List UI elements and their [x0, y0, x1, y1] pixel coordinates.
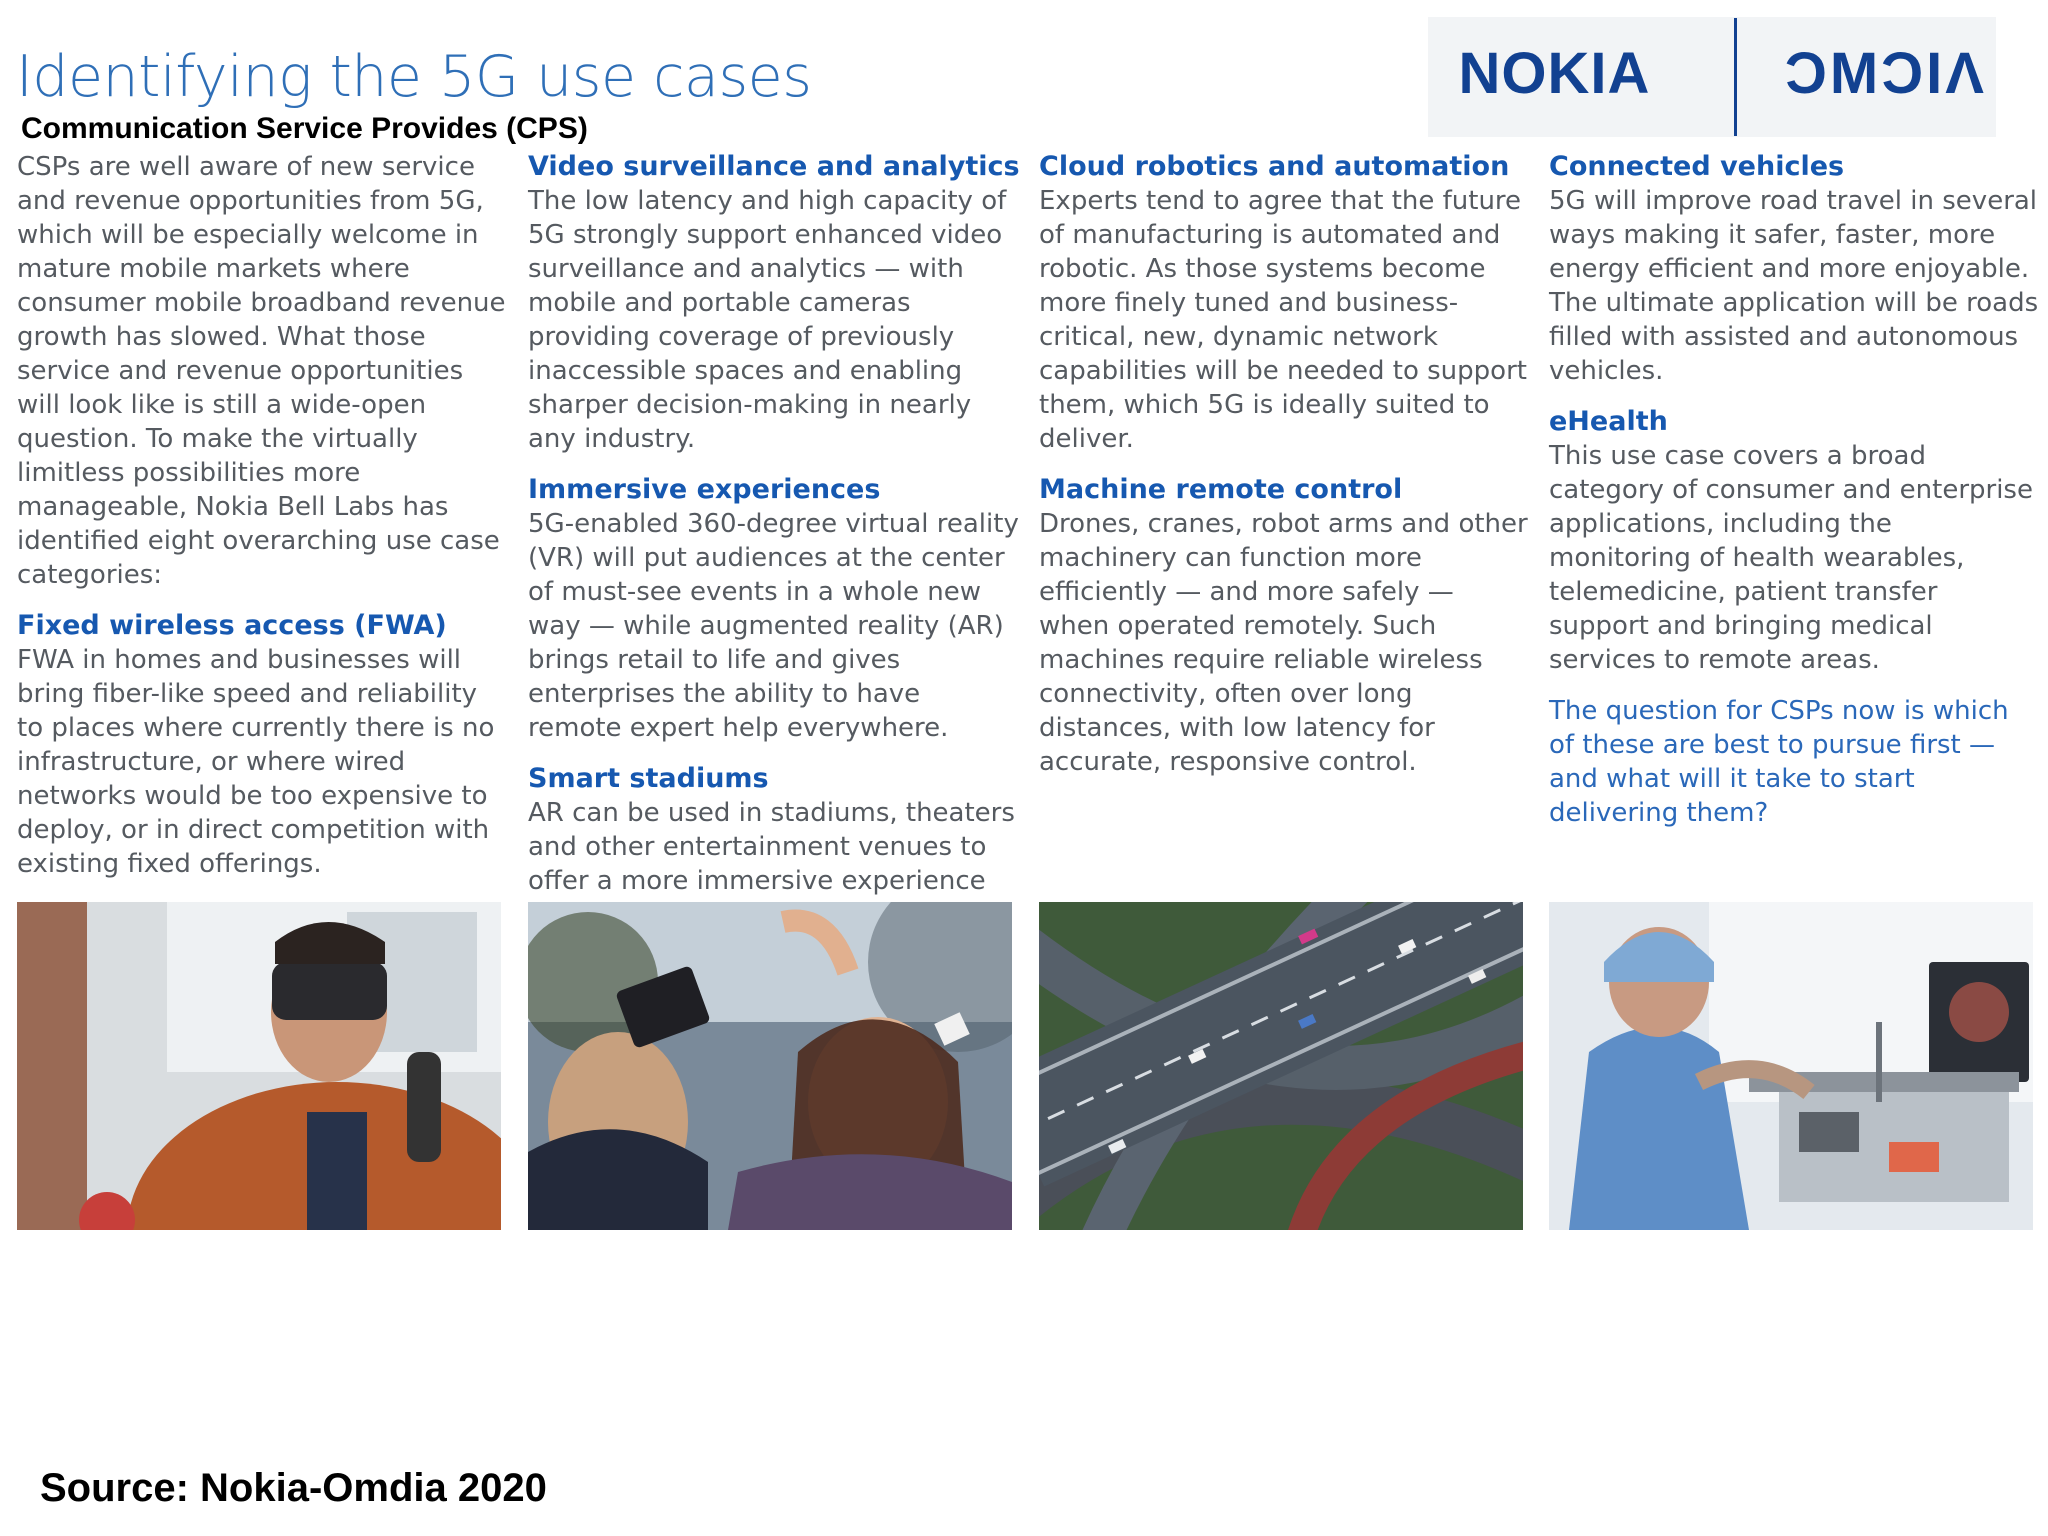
column-2: [528, 150, 1020, 966]
section-body-video-surveillance: The low latency and high capacity of 5G strongly support enhanced video surveillance and analytics — with mobile and portable cameras providing coverage of previously inaccessible spaces and enabling sharper decision-making in nearly any industry.: [528, 186, 1007, 454]
omdia-logo: ƆMƆIΛ: [1785, 41, 1987, 106]
section-body-fwa: FWA in homes and businesses will bring fiber-like speed and reliability to places where currently there is no infrastructure, or where wired networks would be too expensive to deploy, or in direct competition with existing fixed offerings.: [17, 645, 495, 879]
photo-vr-user: [17, 902, 501, 1230]
intro-text: CSPs are well aware of new service and revenue opportunities from 5G, which will be especially welcome in mature mobile markets where consumer mobile broadband revenue growth has slowed. What those service and revenue opportunities will look like is still a wide-open question. To make the virtually limitless possibilities more manageable, Nokia Bell Labs has identified eight overarching use case categories:: [17, 152, 506, 590]
column-1: [17, 150, 509, 881]
section-body-cloud-robotics: Experts tend to agree that the future of manufacturing is automated and robotic. As those systems become more finely tuned and business-critical, new, dynamic network capabilities will be needed to support them, which 5G is ideally suited to deliver.: [1039, 186, 1527, 454]
section-body-machine-remote: Drones, cranes, robot arms and other machinery can function more efficiently — and more safely — when operated remotely. Such machines require reliable wireless connectivity, often over long distances, with low latency for accurate, responsive control.: [1039, 509, 1528, 777]
source-caption: Source: Nokia-Omdia 2020: [40, 1466, 547, 1510]
section-heading-machine-remote: Machine remote control: [1039, 474, 1403, 505]
photo-surgical-robot: [1549, 902, 2033, 1230]
closing-question: The question for CSPs now is which of these are best to pursue first — and what will it take to start delivering them?: [1549, 696, 2009, 828]
photo-concert-selfie: [528, 902, 1012, 1230]
section-body-connected-vehicles: 5G will improve road travel in several ways making it safer, faster, more energy efficient and more enjoyable. The ultimate application will be roads filled with assisted and autonomous vehicles.: [1549, 186, 2039, 386]
section-heading-ehealth: eHealth: [1549, 406, 1668, 437]
section-heading-smart-stadiums: Smart stadiums: [528, 763, 769, 794]
section-body-ehealth: This use case covers a broad category of consumer and enterprise applications, including the monitoring of health wearables, telemedicine, patient transfer support and bringing medical services to remote areas.: [1549, 441, 2033, 675]
page-subtitle: Communication Service Provides (CPS): [21, 112, 588, 145]
section-heading-immersive: Immersive experiences: [528, 474, 881, 505]
section-body-smart-stadiums: AR can be used in stadiums, theaters and other entertainment venues to offer a more immersive experience: [528, 798, 1015, 896]
section-heading-fwa: Fixed wireless access (FWA): [17, 610, 447, 641]
logo-divider: [1734, 18, 1737, 136]
page-title: Identifying the 5G use cases: [16, 44, 812, 110]
section-body-immersive: 5G-enabled 360-degree virtual reality (VR) will put audiences at the center of must-see events in a whole new way — while augmented reality (AR) brings retail to life and gives enterprises the ability to have remote expert help everywhere.: [528, 509, 1019, 743]
section-heading-cloud-robotics: Cloud robotics and automation: [1039, 151, 1510, 182]
photo-highway-interchange: [1039, 902, 1523, 1230]
section-heading-video-surveillance: Video surveillance and analytics: [528, 151, 1020, 182]
nokia-logo: NOKIA: [1458, 41, 1651, 106]
column-3: [1039, 150, 1531, 779]
column-4: [1549, 150, 2041, 830]
section-heading-connected-vehicles: Connected vehicles: [1549, 151, 1845, 182]
